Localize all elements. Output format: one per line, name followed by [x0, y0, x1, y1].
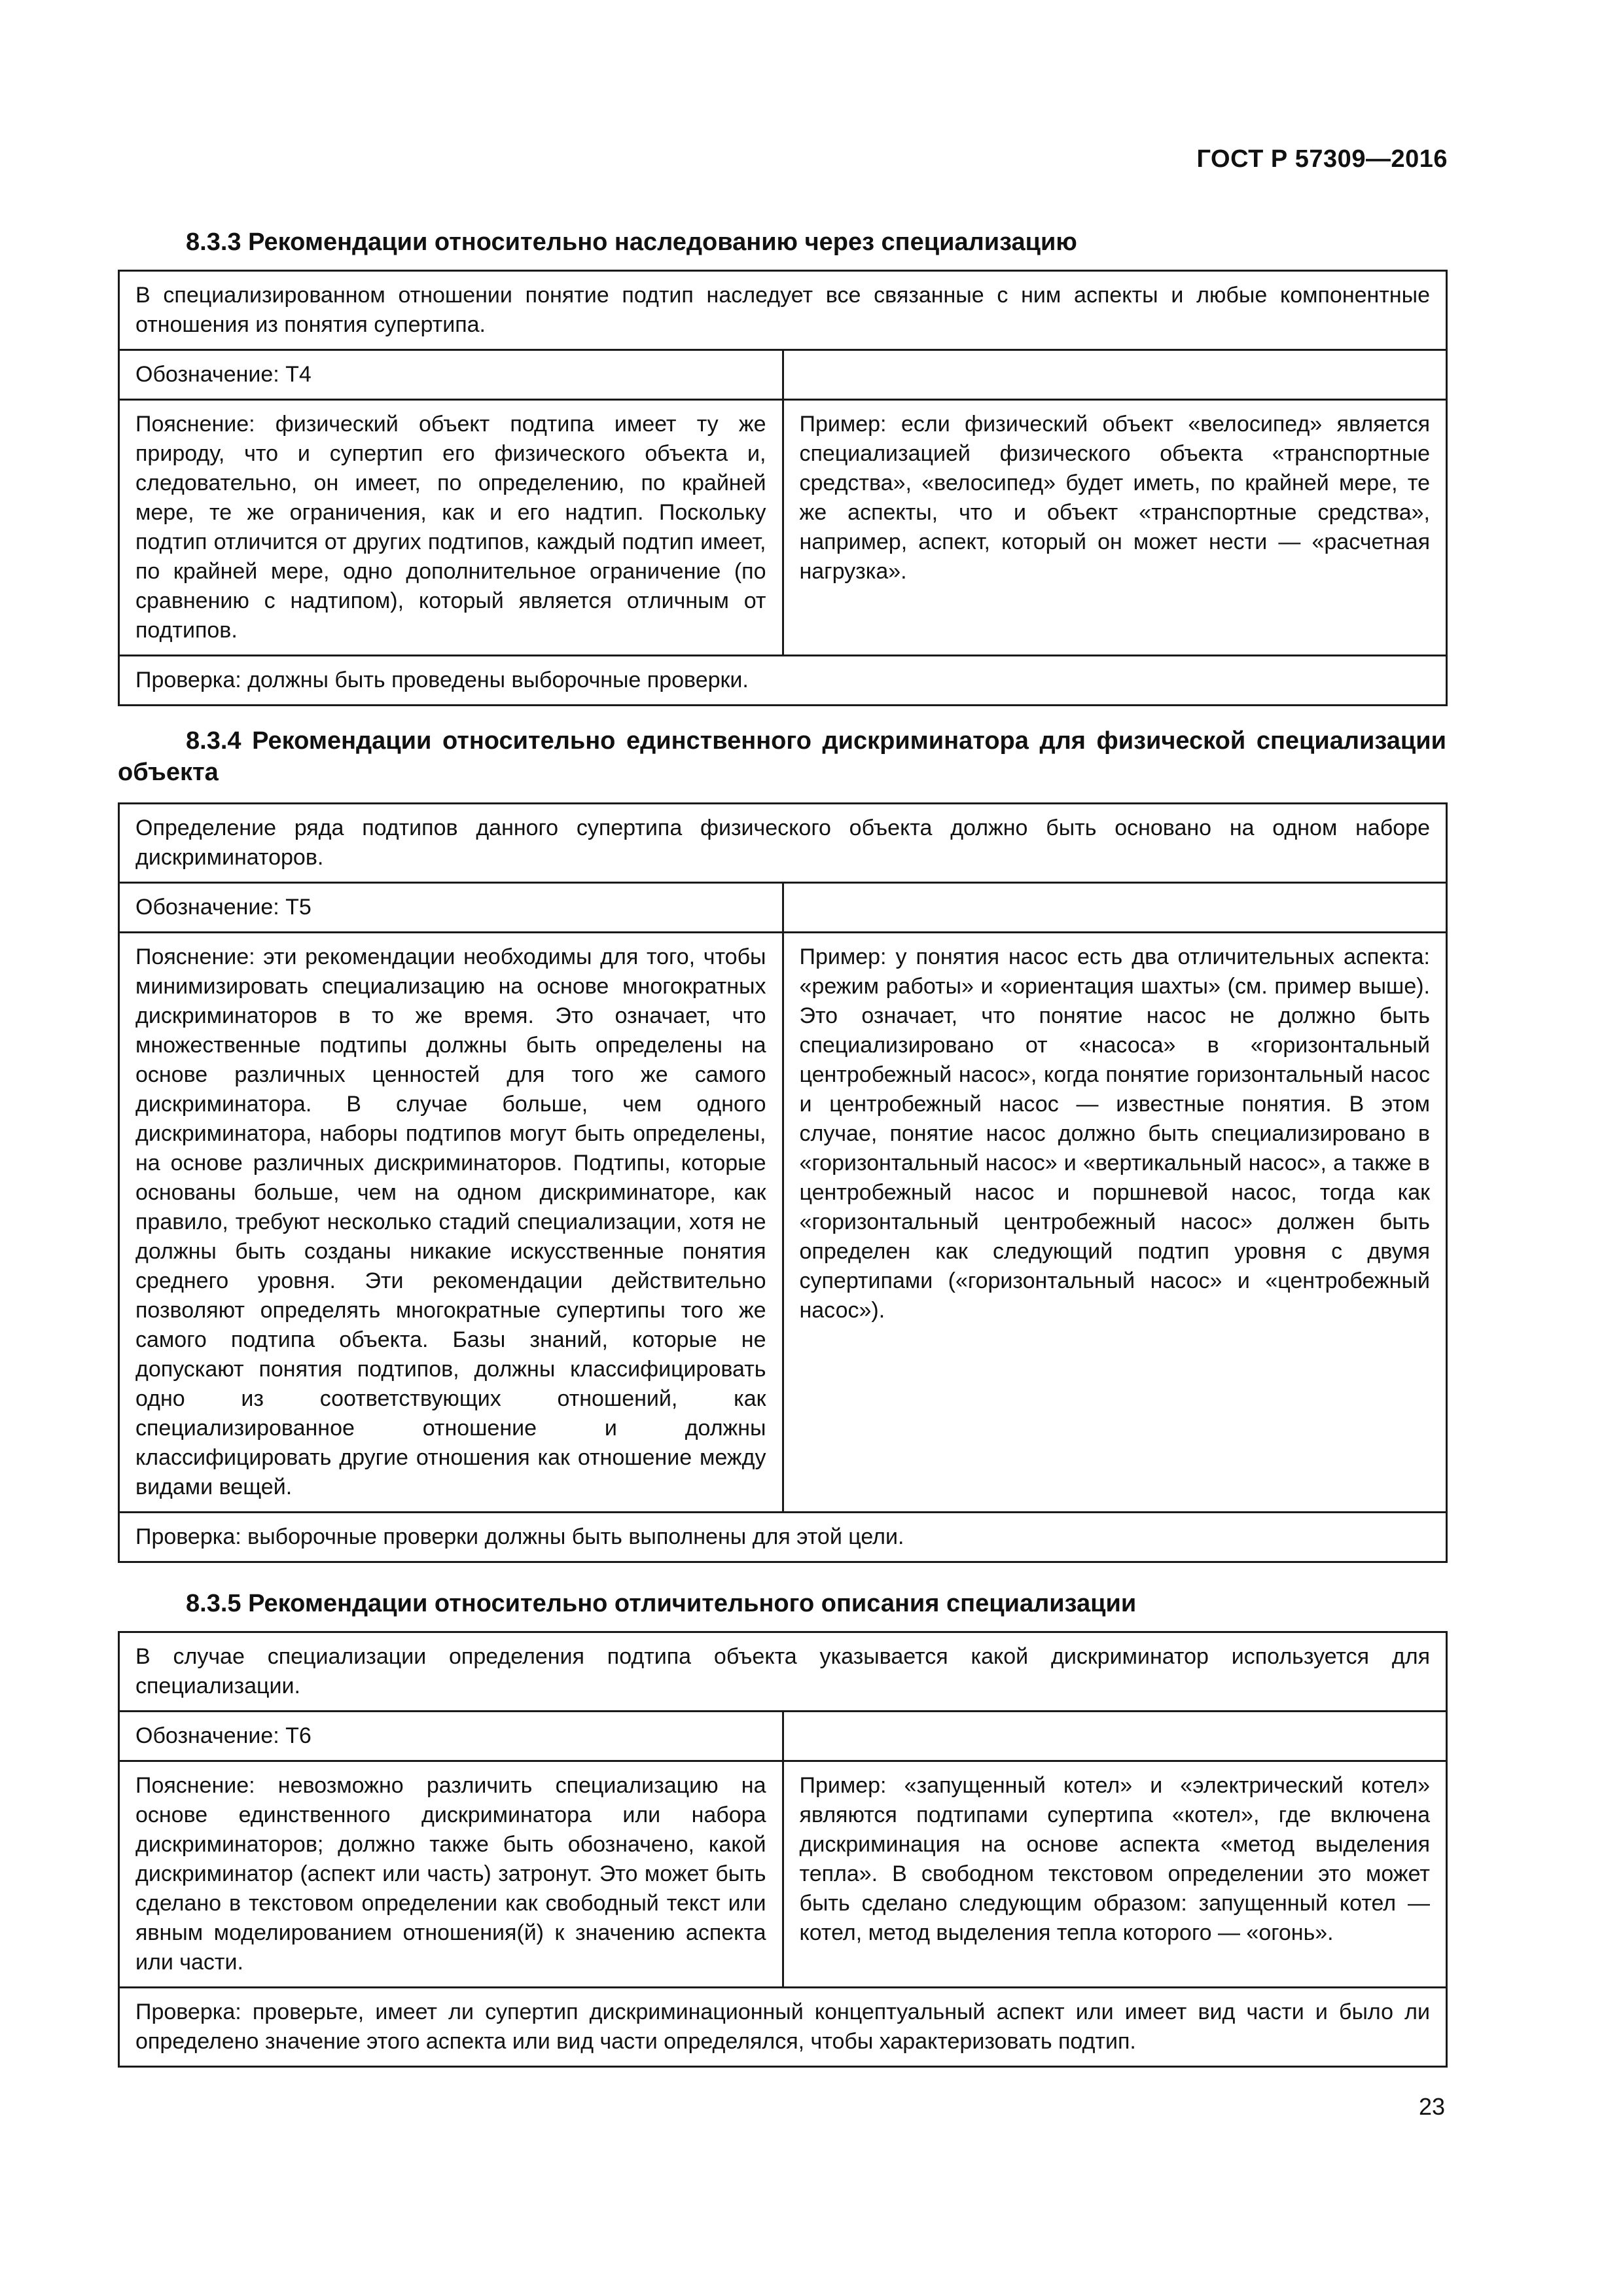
- section-title-8-3-3: 8.3.3 Рекомендации относительно наследованию через специализацию: [186, 228, 1077, 256]
- example-cell: Пример: «запущенный котел» и «электрический котел» являются подтипами супертипа «котел», где включена дискриминация на основе аспекта «метод выделения тепла». В свободном текстовом определении это может быть сделано следующим образом: запущенный котел — котел, метод выделения тепла которого — «огонь».: [783, 1761, 1447, 1988]
- designation-cell: Обозначение: Т4: [119, 350, 783, 400]
- requirement-table-t6: [118, 1631, 1448, 2068]
- designation-cell: Обозначение: Т6: [119, 1712, 783, 1761]
- check-cell: Проверка: проверьте, имеет ли супертип дискриминационный концептуальный аспект или имеет вид части и было ли определено значение этого аспекта или вид части определялся, чтобы характеризовать подтип.: [119, 1988, 1447, 2067]
- requirement-table-t5: [118, 802, 1448, 1563]
- requirement-statement: В случае специализации определения подтипа объекта указывается какой дискриминатор используется для специализации.: [119, 1632, 1447, 1712]
- requirement-statement: В специализированном отношении понятие подтип наследует все связанные с ним аспекты и любые компонентные отношения из понятия супертипа.: [119, 271, 1447, 350]
- check-cell: Проверка: выборочные проверки должны быть выполнены для этой цели.: [119, 1513, 1447, 1562]
- empty-cell: [783, 1712, 1447, 1761]
- page-number: 23: [1418, 2093, 1445, 2120]
- designation-cell: Обозначение: Т5: [119, 883, 783, 933]
- explanation-cell: Пояснение: невозможно различить специализацию на основе единственного дискриминатора или набора дискриминаторов; должно также быть обозначено, какой дискриминатор (аспект или часть) затронут. Это может быть сделано в текстовом определении как свободный текст или явным моделированием отношения(й) к значению аспекта или части.: [119, 1761, 783, 1988]
- check-cell: Проверка: должны быть проведены выборочные проверки.: [119, 656, 1447, 706]
- requirement-table-t4: [118, 270, 1448, 706]
- empty-cell: [783, 883, 1447, 933]
- example-cell: Пример: если физический объект «велосипед» является специализацией физического объекта «транспортные средства», «велосипед» будет иметь, по крайней мере, те же аспекты, что и объект «транспортные средства», например, аспект, который он может нести — «расчетная нагрузка».: [783, 400, 1447, 656]
- explanation-cell: Пояснение: эти рекомендации необходимы для того, чтобы минимизировать специализацию на основе многократных дискриминаторов в то же время. Это означает, что множественные подтипы должны быть определены на основе различных ценностей для того же самого дискриминатора. В случае больше, чем одного дискриминатора, наборы подтипов могут быть определены, на основе различных дискриминаторов. Подтипы, которые основаны больше, чем на одном дискриминаторе, как правило, требуют несколько стадий специализации, хотя не должны быть созданы никакие искусственные понятия среднего уровня. Эти рекомендации действительно позволяют определять многократные супертипы того же самого подтипа объекта. Базы знаний, которые не допускают понятия подтипов, должны классифицировать одно из соответствующих отношений, как специализированное отношение и должны классифицировать другие отношения как отношение между видами вещей.: [119, 933, 783, 1513]
- section-title-8-3-4: 8.3.4 Рекомендации относительно единственного дискриминатора для физической специализации объекта: [118, 727, 1446, 786]
- example-cell: Пример: у понятия насос есть два отличительных аспекта: «режим работы» и «ориентация шахты» (см. пример выше). Это означает, что понятие насос не должно быть специализировано от «насоса» в «горизонтальный центробежный насос», когда понятие горизонтальный насос и центробежный насос — известные понятия. В этом случае, понятие насос должно быть специализировано в «горизонтальный насос» и «вертикальный насос», а также в центробежный насос и поршневой насос, тогда как «горизонтальный центробежный насос» должен быть определен как следующий подтип уровня с двумя супертипами («горизонтальный насос» и «центробежный насос»).: [783, 933, 1447, 1513]
- requirement-statement: Определение ряда подтипов данного супертипа физического объекта должно быть основано на одном наборе дискриминаторов.: [119, 804, 1447, 883]
- explanation-cell: Пояснение: физический объект подтипа имеет ту же природу, что и супертип его физического объекта и, следовательно, он имеет, по определению, по крайней мере, те же ограничения, как и его надтип. Поскольку подтип отличится от других подтипов, каждый подтип имеет, по крайней мере, одно дополнительное ограничение (по сравнению с надтипом), который является отличным от подтипов.: [119, 400, 783, 656]
- document-id: ГОСТ Р 57309—2016: [1196, 145, 1448, 173]
- section-title-8-3-5: 8.3.5 Рекомендации относительно отличительного описания специализации: [186, 1590, 1137, 1617]
- empty-cell: [783, 350, 1447, 400]
